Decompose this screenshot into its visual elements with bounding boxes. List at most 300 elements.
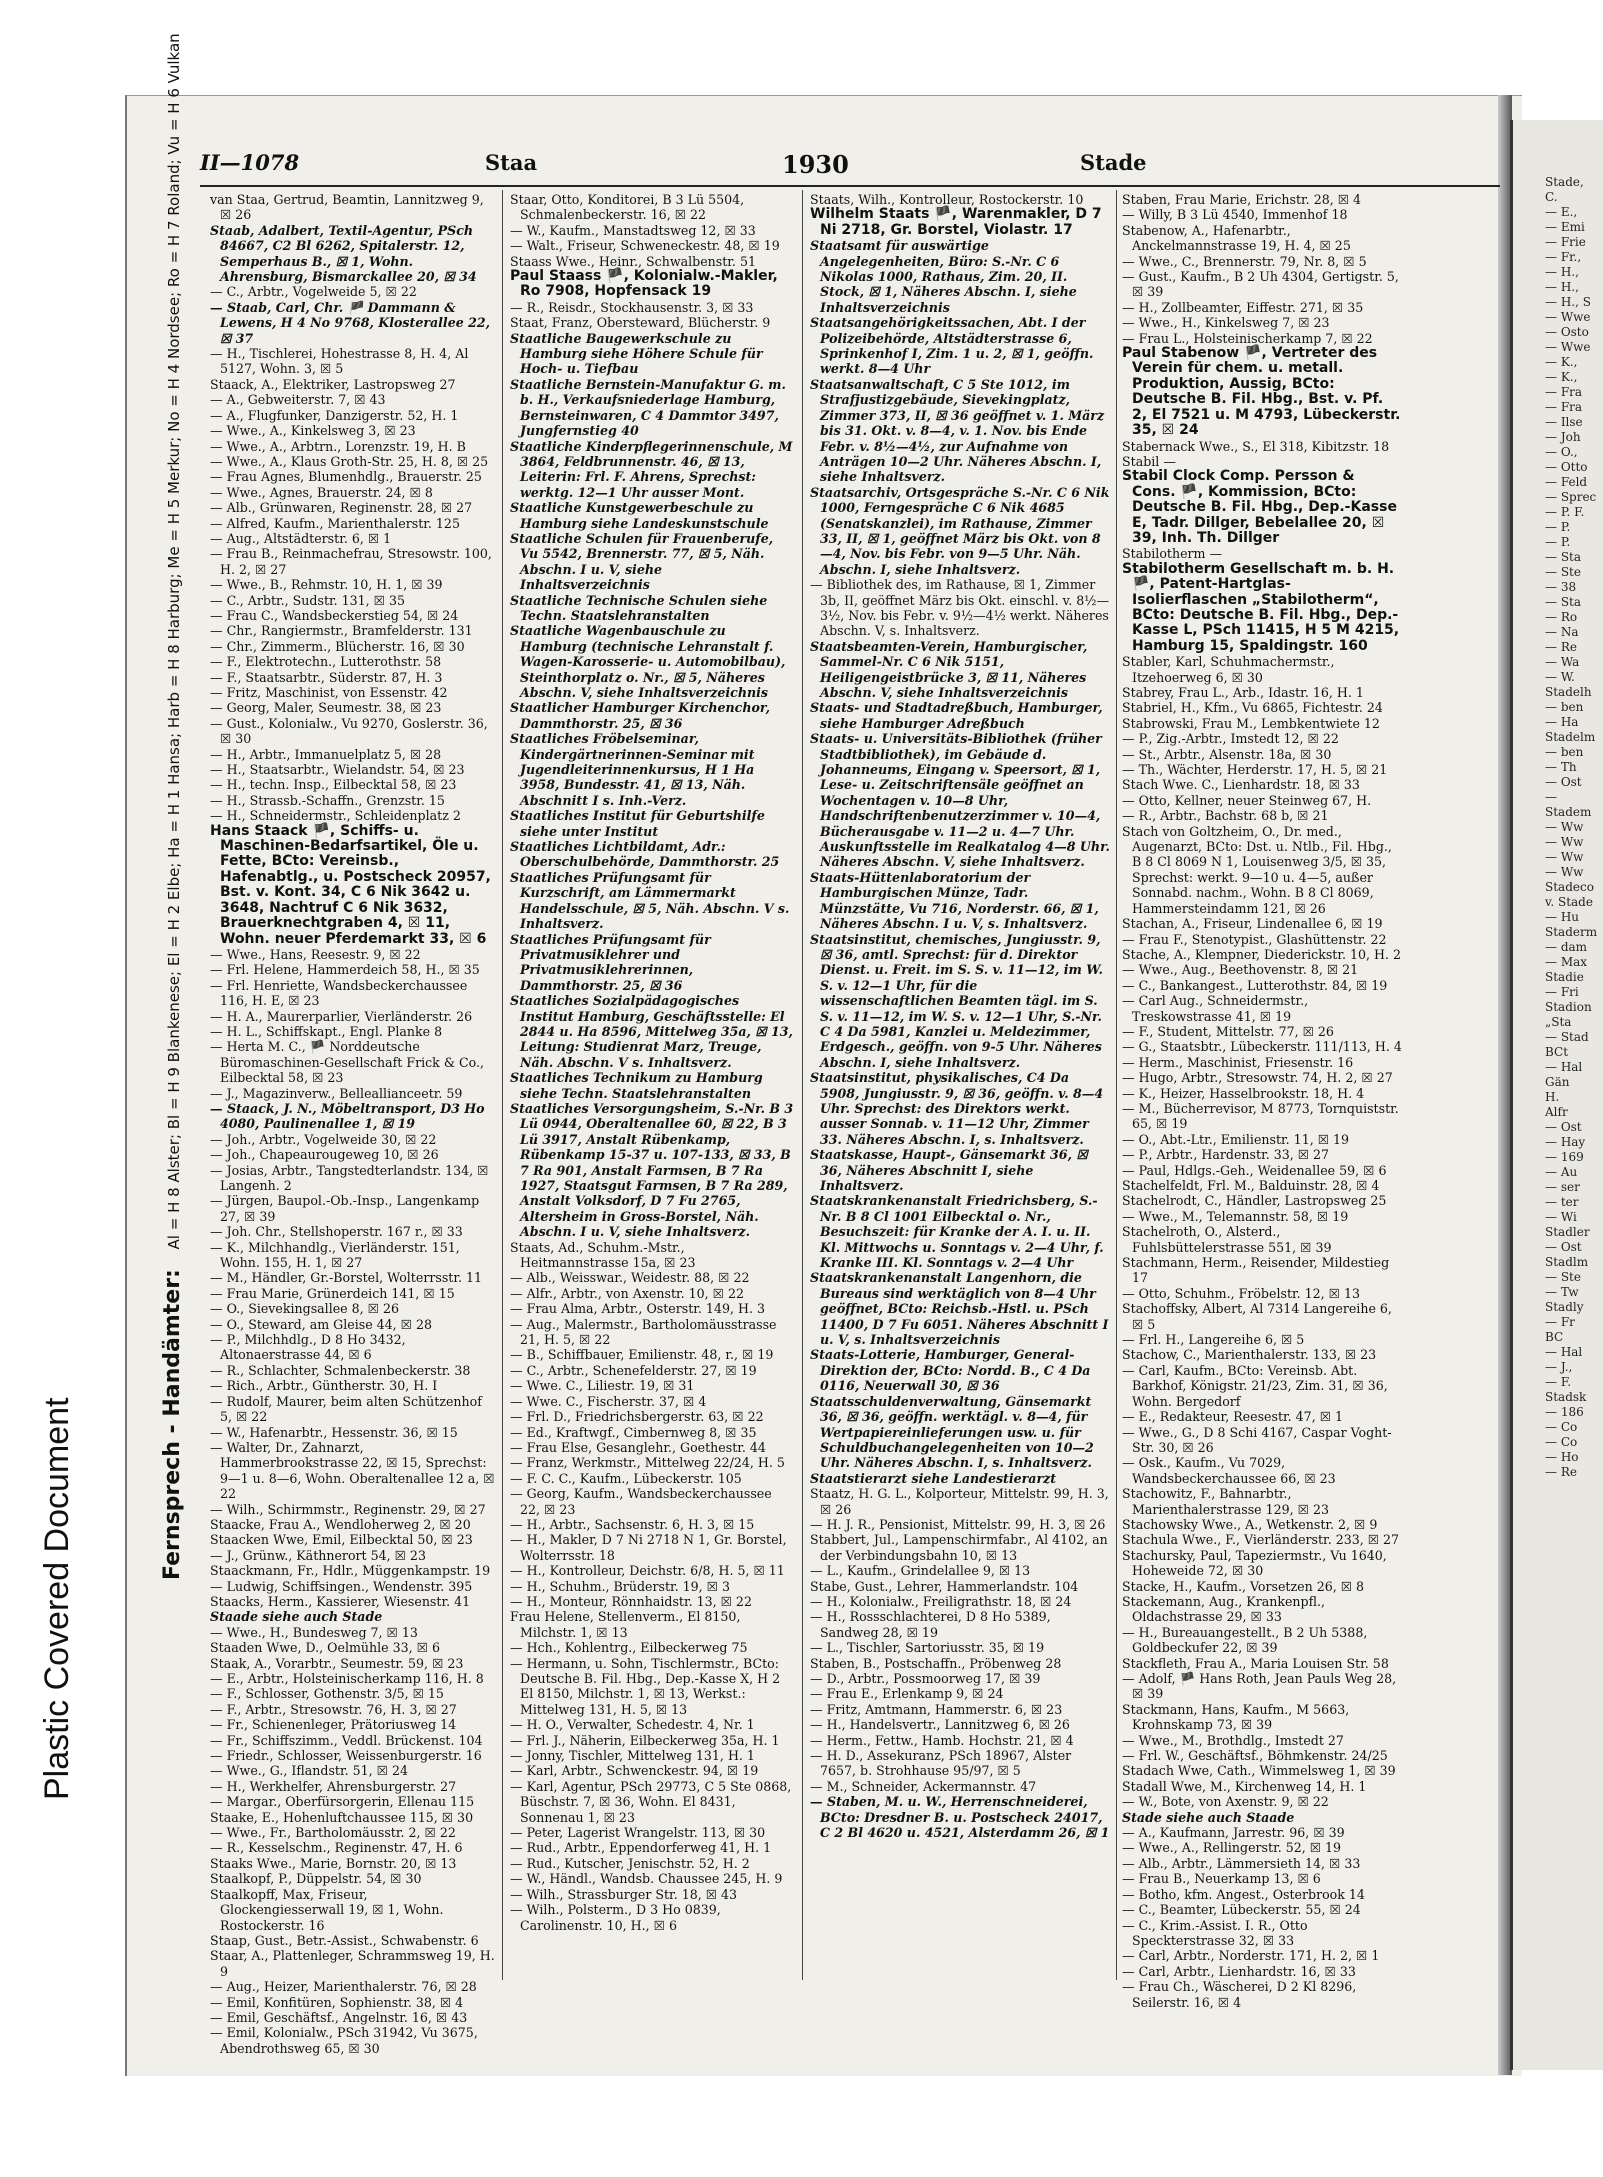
opposite-page-line: — Ilse xyxy=(1545,415,1583,429)
directory-entry: Staatsamt für auswärtige Angelegenheiten, Büro: S.-Nr. C 6 Nikolas 1000, Rathaus, Zim. 20, II. Stock, ☒ 1, Näheres Abschn. I, siehe Inhaltsverzeichnis xyxy=(810,238,1077,315)
directory-entry: — M., Händler, Gr.-Borstel, Wolterrsstr. 11 xyxy=(210,1270,483,1286)
directory-entry: — Wwe., H., Kinkelsweg 7, ☒ 23 xyxy=(1122,315,1330,331)
column-separator xyxy=(802,190,803,1980)
directory-entry: — Fr., Schiffszimm., Veddl. Brückenst. 104 xyxy=(210,1732,483,1748)
opposite-page-line: H. xyxy=(1545,1090,1560,1104)
directory-entry: — Emil, Kolonialw., PSch 31942, Vu 3675, Abendrothsweg 65, ☒ 30 xyxy=(210,2025,478,2056)
directory-entry: — Rud., Arbtr., Eppendorferweg 41, H. 1 xyxy=(510,1840,772,1856)
directory-entry: — F., Schlosser, Gothenstr. 3/5, ☒ 15 xyxy=(210,1686,444,1702)
directory-entry: Stackemann, Aug., Krankenpfl., Oldachstrasse 29, ☒ 33 xyxy=(1122,1593,1326,1625)
directory-entry: — Osk., Kaufm., Vu 7029, Wandsbeckerchaussee 66, ☒ 23 xyxy=(1122,1455,1336,1486)
directory-entry: Staben, B., Postschaffn., Pröbenweg 28 xyxy=(810,1655,1062,1671)
directory-entry: — J., Magazinverw., Belleallianceetr. 59 xyxy=(210,1085,463,1101)
directory-entry: — Carl, Arbtr., Norderstr. 171, H. 2, ☒ 1 xyxy=(1122,1948,1380,1964)
opposite-page-line: — K., xyxy=(1545,355,1578,369)
directory-entry: — Karl, Arbtr., Schwenckestr. 94, ☒ 19 xyxy=(510,1763,759,1779)
directory-entry: — St., Arbtr., Alsenstr. 18a, ☒ 30 xyxy=(1122,746,1332,762)
directory-entry: Staat, Franz, Obersteward, Blücherstr. 9 xyxy=(510,315,771,331)
directory-entry: — Bibliothek des, im Rathause, ☒ 1, Zimmer 3b, II, geöffnet März bis Okt. einschl. v. 8½—3½, Nov. bis Febr. v. 9½—4½ werkt. Näheres Abschn. V, s. Inhaltsverz. xyxy=(810,577,1110,639)
directory-entry: Staats- und Stadtadreßbuch, Hamburger, siehe Hamburger Adreßbuch xyxy=(810,700,1103,731)
opposite-page-line: Alfr xyxy=(1545,1105,1568,1119)
directory-entry: — Karl, Agentur, PSch 29773, C 5 Ste 0868, Büschstr. 7, ☒ 36, Wohn. El 8431, Sonnenau 1, ☒ 23 xyxy=(510,1778,792,1825)
directory-entry: — L., Kaufm., Grindelallee 9, ☒ 13 xyxy=(810,1563,1031,1579)
directory-entry: Staatliche Baugewerkschule zu Hamburg siehe Höhere Schule für Hoch- u. Tiefbau xyxy=(510,330,763,377)
opposite-page-line: — Ro xyxy=(1545,610,1578,624)
opposite-page-line: — P. F. xyxy=(1545,505,1585,519)
directory-entry: — C., Bankangest., Lutterothstr. 84, ☒ 19 xyxy=(1122,977,1388,993)
opposite-page-line: — Ww xyxy=(1545,850,1584,864)
directory-entry: Staap, Gust., Betr.-Assist., Schwabenstr. 6 xyxy=(210,1932,479,1948)
opposite-page-line: — Joh xyxy=(1545,430,1581,444)
fernsprech-legend xyxy=(160,33,185,1580)
header-right-word: Stade xyxy=(1080,150,1147,175)
column-separator xyxy=(502,190,503,1980)
directory-entry: Staatskrankenanstalt Langenhorn, die Bureaus sind werktäglich von 8—4 Uhr geöffnet, BCto: Reichsb.-Hstl. u. PSch 11400, D 7 Fu 6051. Näheres Abschnitt I u. V, s. Inhaltsverzeichnis xyxy=(810,1270,1109,1348)
opposite-page-line: — 169 xyxy=(1545,1150,1584,1164)
opposite-page-line: — F. xyxy=(1545,1375,1572,1389)
opposite-page-fragments xyxy=(1545,175,1600,2025)
directory-entry: Staatliches Versorgungsheim, S.-Nr. B 3 Lü 0944, Oberaltenallee 60, ☒ 22, B 3 Lü 3917, Anstalt Rübenkamp, Rübenkamp 15-37 u. 107-133, ☒ 33, B 7 Ra 901, Anstalt Farmsen, B 7 Ra 1927, Staatsgut Farmsen, B 7 Ra 289, Anstalt Volksdorf, D 7 Fu 2765, Altersheim in Gross-Borstel, Näh. Abschn. I u. V, siehe Inhaltsverz. xyxy=(510,1100,794,1240)
directory-entry: — Wwe., H., Bundesweg 7, ☒ 13 xyxy=(210,1624,418,1640)
opposite-page-line: Stadelm xyxy=(1545,730,1596,744)
directory-entry: — H., Werkhelfer, Ahrensburgerstr. 27 xyxy=(210,1778,457,1794)
directory-entry: — Wilh., Schirmmstr., Reginenstr. 29, ☒ 27 xyxy=(210,1501,486,1517)
directory-entry: Stachula Wwe., F., Vierländerstr. 233, ☒ 27 xyxy=(1122,1532,1400,1548)
directory-entry: — Paul, Hdlgs.-Geh., Weidenallee 59, ☒ 6 xyxy=(1122,1162,1387,1178)
directory-entry: Staacks, Herm., Kassierer, Wiesenstr. 41 xyxy=(210,1593,471,1609)
opposite-page-line: — Wi xyxy=(1545,1210,1577,1224)
opposite-page-line: Stadlm xyxy=(1545,1255,1589,1269)
directory-entry: — H. A., Maurerparlier, Vierländerstr. 26 xyxy=(210,1008,473,1024)
directory-entry: — Josias, Arbtr., Tangstedterlandstr. 134, ☒ Langenh. 2 xyxy=(210,1162,489,1193)
directory-entry: Stabler, Karl, Schuhmachermstr., Itzehoerweg 6, ☒ 30 xyxy=(1122,654,1335,685)
directory-entry: — H., Bureauangestellt., B 2 Uh 5388, Goldbeckufer 22, ☒ 39 xyxy=(1122,1624,1368,1656)
directory-entry: — Gust., Kolonialw., Vu 9270, Goslerstr. 36, ☒ 30 xyxy=(210,715,488,747)
opposite-page-line: — Feld xyxy=(1545,475,1588,489)
directory-entry: — Staab, Carl, Chr. 🏴 Dammann & Lewens, H 4 No 9768, Klosterallee 22, ☒ 37 xyxy=(210,299,491,346)
directory-entry: Staab, Adalbert, Textil-Agentur, PSch 84667, C2 Bl 6262, Spitalerstr. 12, Semperhaus B., ☒ 1, Wohn. Ahrensburg, Bismarckallee 20, ☒ 34 xyxy=(210,222,477,285)
directory-entry: — H., Schuhm., Brüderstr. 19, ☒ 3 xyxy=(510,1578,730,1594)
directory-entry: — H. J. R., Pensionist, Mittelstr. 99, H. 3, ☒ 26 xyxy=(810,1516,1106,1532)
directory-entry: Staatlicher Hamburger Kirchenchor, Dammthorstr. 25, ☒ 36 xyxy=(510,700,770,731)
directory-entry: — Frau Ch., Wäscherei, D 2 Kl 8296, Seilerstr. 16, ☒ 4 xyxy=(1122,1979,1357,2010)
directory-entry: — Staack, J. N., Möbeltransport, D3 Ho 4080, Paulinenallee 1, ☒ 19 xyxy=(210,1100,485,1132)
directory-entry: — Walter, Dr., Zahnarzt, Hammerbrookstrasse 22, ☒ 15, Sprechst: 9—1 u. 8—6, Wohn. Oberaltenallee 12 a, ☒ 22 xyxy=(210,1439,495,1502)
opposite-page-line: — Re xyxy=(1545,1465,1577,1479)
directory-entry: — Adolf, 🏴 Hans Roth, Jean Pauls Weg 28, ☒ 39 xyxy=(1122,1671,1397,1702)
directory-entry: — Frau B., Reinmachefrau, Stresowstr. 100, H. 2, ☒ 27 xyxy=(210,546,492,577)
directory-entry: Staaden Wwe, D., Oelmühle 33, ☒ 6 xyxy=(210,1640,440,1656)
opposite-page-line: — Fr., xyxy=(1545,250,1582,264)
directory-entry: Stackmann, Hans, Kaufm., M 5663, Krohnskamp 73, ☒ 39 xyxy=(1122,1701,1350,1733)
directory-entry: — Chr., Zimmerm., Blücherstr. 16, ☒ 30 xyxy=(210,638,465,654)
directory-entry: — O., Abt.-Ltr., Emilienstr. 11, ☒ 19 xyxy=(1122,1131,1350,1147)
directory-entry: Staatliches Prüfungsamt für Privatmusiklehrer und Privatmusiklehrerinnen, Dammthorstr. 25, ☒ 36 xyxy=(510,931,711,993)
opposite-page-line: — K., xyxy=(1545,370,1578,384)
column-1 xyxy=(210,192,495,2056)
directory-entry: — H. D., Assekuranz, PSch 18967, Alster 7657, b. Strohhause 95/97, ☒ 5 xyxy=(810,1748,1072,1779)
directory-entry: — Aug., Heizer, Marienthalerstr. 76, ☒ 28 xyxy=(210,1979,477,1995)
header-rule xyxy=(200,185,1500,187)
directory-entry: — Jürgen, Baupol.-Ob.-Insp., Langenkamp 27, ☒ 39 xyxy=(210,1193,480,1224)
directory-entry: Stabe, Gust., Lehrer, Hammerlandstr. 104 xyxy=(810,1578,1079,1594)
directory-entry: Stabrowski, Frau M., Lembkentwiete 12 xyxy=(1122,715,1380,731)
directory-entry: — Fritz, Maschinist, von Essenstr. 42 xyxy=(210,685,448,700)
directory-entry: — W., Hafenarbtr., Hessenstr. 36, ☒ 15 xyxy=(210,1424,458,1440)
directory-entry: Staacken Wwe, Emil, Eilbecktal 50, ☒ 23 xyxy=(210,1532,473,1548)
opposite-page-line: — Ste xyxy=(1545,565,1581,579)
directory-entry: Stachmann, Herm., Reisender, Mildestieg 17 xyxy=(1122,1255,1390,1286)
directory-entry: Staaks Wwe., Marie, Bornstr. 20, ☒ 13 xyxy=(210,1855,457,1871)
opposite-page-line: — Fri xyxy=(1545,985,1579,999)
directory-entry: Frau Helene, Stellenverm., El 8150, Milchstr. 1, ☒ 13 xyxy=(510,1609,741,1640)
directory-entry: Staass Wwe., Heinr., Schwalbenstr. 51 xyxy=(510,253,756,269)
directory-entry: — Joh. Chr., Stellshoperstr. 167 r., ☒ 33 xyxy=(210,1224,463,1240)
directory-entry: — Ed., Kraftwgf., Cimbernweg 8, ☒ 35 xyxy=(510,1424,757,1440)
directory-entry: Staatz, H. G. L., Kolporteur, Mittelstr. 99, H. 3, ☒ 26 xyxy=(810,1486,1109,1517)
opposite-page-line: BCt xyxy=(1545,1045,1569,1059)
opposite-page-line: — Otto xyxy=(1545,460,1588,474)
directory-entry: — Jonny, Tischler, Mittelweg 131, H. 1 xyxy=(510,1748,755,1764)
directory-entry: — Frl. H., Langereihe 6, ☒ 5 xyxy=(1122,1332,1305,1348)
opposite-page-line: — H., xyxy=(1545,280,1579,294)
opposite-page-line: — Sprec xyxy=(1545,490,1597,504)
directory-entry: — Wwe. C., Fischerstr. 37, ☒ 4 xyxy=(510,1393,707,1409)
directory-entry: — Frl. D., Friedrichsbergerstr. 63, ☒ 22 xyxy=(510,1409,764,1425)
directory-entry: — Otto, Kellner, neuer Steinweg 67, H. xyxy=(1122,792,1372,808)
directory-entry: — H., Kolonialw., Freiligrathstr. 18, ☒ 24 xyxy=(810,1593,1072,1609)
directory-entry: — O., Sievekingsallee 8, ☒ 26 xyxy=(210,1301,399,1317)
opposite-page-line: — Co xyxy=(1545,1435,1578,1449)
directory-entry: Staats-Hüttenlaboratorium der Hamburgischen Münze, Tadr. Münzstätte, Vu 716, Norderstr. 66, ☒ 1, Näheres Abschn. I u. V, s. Inhaltsverz. xyxy=(810,869,1099,932)
opposite-page-line: — Ost xyxy=(1545,1120,1582,1134)
directory-entry: — Carl, Kaufm., BCto: Vereinsb. Abt. Barkhof, Königstr. 21/23, Zim. 31, ☒ 36, Wohn. Bergedorf xyxy=(1122,1362,1388,1409)
directory-entry: Stache, A., Klempner, Diederickstr. 10, H. 2 xyxy=(1122,946,1402,962)
directory-entry: Staatskrankenanstalt Friedrichsberg, S.-Nr. B 8 Cl 1001 Eilbecktal o. Nr., Besuchszeit: für Kranke der A. I. u. II. Kl. Mittwochs u. Sonntags v. 2—4 Uhr, f. Kranke III. Kl. Sonntags v. 2—4 Uhr xyxy=(810,1193,1104,1271)
directory-entry: — Aug., Altstädterstr. 6, ☒ 1 xyxy=(210,530,392,546)
directory-entry: — Wilh., Strassburger Str. 18, ☒ 43 xyxy=(510,1886,738,1902)
directory-entry: Staatsangehörigkeitssachen, Abt. I der Polizeibehörde, Altstädterstrasse 6, Sprinkenhof I, Zim. 1 u. 2, ☒ 1, geöffn. werkt. 8—4 Uhr xyxy=(810,315,1094,377)
directory-entry: — P., Arbtr., Hardenstr. 33, ☒ 27 xyxy=(1122,1147,1330,1163)
directory-entry: — H., Zollbeamter, Eiffestr. 271, ☒ 35 xyxy=(1122,299,1364,315)
directory-entry: — Wwe., A., Rellingerstr. 52, ☒ 19 xyxy=(1122,1840,1342,1856)
directory-entry: — R., Kesselschm., Reginenstr. 47, H. 6 xyxy=(210,1840,463,1856)
directory-entry: — Wwe., C., Brennerstr. 79, Nr. 8, ☒ 5 xyxy=(1122,253,1367,269)
directory-entry: — K., Heizer, Hasselbrookstr. 18, H. 4 xyxy=(1122,1085,1365,1101)
directory-entry: Staben, Frau Marie, Erichstr. 28, ☒ 4 xyxy=(1122,192,1362,207)
directory-entry: — H., Staatsarbtr., Wielandstr. 54, ☒ 23 xyxy=(210,762,465,778)
directory-entry: — Frau E., Erlenkamp 9, ☒ 24 xyxy=(810,1686,1004,1702)
directory-entry: — K., Milchhandlg., Vierländerstr. 151, Wohn. 155, H. 1, ☒ 27 xyxy=(210,1239,460,1271)
directory-entry: Stackfleth, Frau A., Maria Louisen Str. 58 xyxy=(1122,1655,1389,1671)
opposite-page-line: — 38 xyxy=(1545,580,1577,594)
directory-entry: Stach von Goltzheim, O., Dr. med., Augenarzt, BCto: Dst. u. Ntlb., Fil. Hbg., B 8 Cl 8069 N 1, Louisenweg 3/5, ☒ 35, Sprechst: werkt. 9—10 u. 4—5, außer Sonnabd. nachm., Wohn. B 8 Cl 8069, Hammersteindamm 121, ☒ 26 xyxy=(1122,823,1392,916)
directory-entry: — H., Kontrolleur, Deichstr. 6/8, H. 5, ☒ 11 xyxy=(510,1563,785,1579)
directory-entry: — Hermann, u. Sohn, Tischlermstr., BCto: Deutsche B. Fil. Hbg., Dep.-Kasse X, H 2 El 8150, Milchstr. 1, ☒ 13, Werkst.: Mittelweg 131, H. 5, ☒ 13 xyxy=(510,1655,781,1717)
directory-entry: — Friedr., Schlosser, Weissenburgerstr. 16 xyxy=(210,1748,482,1764)
opposite-page-line: Staderm xyxy=(1545,925,1598,939)
opposite-page-line: — 186 xyxy=(1545,1405,1584,1419)
opposite-page-line: — dam xyxy=(1545,940,1588,954)
opposite-page-line: — Ww xyxy=(1545,820,1584,834)
directory-entry: Staatliches Technikum zu Hamburg siehe Techn. Staatslehranstalten xyxy=(510,1070,763,1101)
directory-entry: — Alfred, Kaufm., Marienthalerstr. 125 xyxy=(210,515,460,531)
directory-entry: — Wwe., A., Kinkelsweg 3, ☒ 23 xyxy=(210,423,416,439)
directory-entry: — F., Student, Mittelstr. 77, ☒ 26 xyxy=(1122,1023,1334,1039)
directory-entry: — A., Gebweiterstr. 7, ☒ 43 xyxy=(210,392,386,408)
directory-entry: Staatliche Kunstgewerbeschule zu Hamburg siehe Landeskunstschule xyxy=(510,500,769,531)
directory-entry: — Herta M. C., 🏴 Norddeutsche Büromaschinen-Gesellschaft Frick & Co., Eilbecktal 58, ☒ 23 xyxy=(210,1039,485,1086)
directory-entry: Staatliche Bernstein-Manufaktur G. m. b. H., Verkaufsniederlage Hamburg, Bernsteinwaren, C 4 Dammtor 3497, Jungfernstieg 40 xyxy=(510,376,786,439)
directory-entry: — H., Arbtr., Immanuelplatz 5, ☒ 28 xyxy=(210,746,442,762)
opposite-page-line: — Hay xyxy=(1545,1135,1586,1149)
directory-entry: — Wwe., Aug., Beethovenstr. 8, ☒ 21 xyxy=(1122,962,1359,978)
directory-entry: — H., Rossschlachterei, D 8 Ho 5389, Sandweg 28, ☒ 19 xyxy=(810,1609,1051,1640)
directory-entry: — Frl. J., Näherin, Eilbeckerweg 35a, H. 1 xyxy=(510,1732,780,1748)
opposite-page-line: — Fr xyxy=(1545,1315,1575,1329)
directory-entry: van Staa, Gertrud, Beamtin, Lannitzweg 9, ☒ 26 xyxy=(210,192,484,223)
directory-entry: — Botho, kfm. Angest., Osterbrook 14 xyxy=(1122,1886,1365,1902)
directory-entry: — Wwe., A., Klaus Groth-Str. 25, H. 8, ☒ 25 xyxy=(210,453,489,469)
directory-entry: Staatsinstitut, physikalisches, C4 Da 5908, Jungiusstr. 9, ☒ 36, geöffn. v. 8—4 Uhr. Sprechst: des Direktors werkt. ausser Sonnab. v. 11—12 Uhr, Zimmer 33. Näheres Abschn. I, s. Inhaltsverz. xyxy=(810,1070,1104,1147)
opposite-page-line: — Ost xyxy=(1545,1240,1582,1254)
column-2 xyxy=(510,192,795,1982)
opposite-page-line: Stadeco xyxy=(1545,880,1594,894)
opposite-page-line: — Na xyxy=(1545,625,1579,639)
directory-entry: — Wwe., A., Arbtrn., Lorenzstr. 19, H. B xyxy=(210,438,466,454)
directory-entry: — L., Tischler, Sartoriusstr. 35, ☒ 19 xyxy=(810,1640,1045,1656)
directory-entry: Staar, A., Plattenleger, Schrammsweg 19, H. 9 xyxy=(210,1948,495,1979)
opposite-page-line: Stadler xyxy=(1545,1225,1590,1239)
directory-entry: — Willy, B 3 Lü 4540, Immenhof 18 xyxy=(1122,207,1348,223)
directory-entry: — Wwe., B., Rehmstr. 10, H. 1, ☒ 39 xyxy=(210,577,443,593)
directory-entry: — Herm., Maschinist, Friesenstr. 16 xyxy=(1122,1054,1354,1070)
directory-entry: Stach Wwe. C., Lienhardstr. 18, ☒ 33 xyxy=(1122,777,1360,793)
directory-entry: Stadall Wwe, M., Kirchenweg 14, H. 1 xyxy=(1122,1778,1367,1794)
directory-entry: — Joh., Chapeaurougeweg 10, ☒ 26 xyxy=(210,1147,439,1163)
opposite-page-line: Stadie xyxy=(1545,970,1584,984)
directory-entry: Stachelroth, O., Alsterd., Fuhlsbüttelerstrasse 551, ☒ 39 xyxy=(1122,1224,1332,1255)
directory-entry: — M., Schneider, Ackermannstr. 47 xyxy=(810,1778,1037,1794)
opposite-page-line: — W. xyxy=(1545,670,1575,684)
directory-entry: — Otto, Schuhm., Fröbelstr. 12, ☒ 13 xyxy=(1122,1285,1360,1301)
directory-entry: Staak, A., Vorarbtr., Seumestr. 59, ☒ 23 xyxy=(210,1655,464,1671)
directory-entry: Stade siehe auch Staade xyxy=(1122,1809,1295,1825)
directory-entry: — Frl. W., Geschäftsf., Böhmkenstr. 24/25 xyxy=(1122,1748,1388,1764)
directory-entry: — Ludwig, Schiffsingen., Wendenstr. 395 xyxy=(210,1578,473,1594)
opposite-page-line: „Sta xyxy=(1545,1015,1572,1029)
directory-entry: Staatliches Sozialpädagogisches Institut Hamburg, Geschäftsstelle: El 2844 u. Ha 8596, Mittelweg 35a, ☒ 13, Leitung: Studienrat Marz, Treuge, Näh. Abschn. V s. Inhaltsverz. xyxy=(510,993,793,1070)
plastic-covered-stamp: Plastic Covered Document xyxy=(38,1397,76,1800)
directory-entry: — A., Kaufmann, Jarrestr. 96, ☒ 39 xyxy=(1122,1825,1345,1841)
directory-entry: — Wwe., G., D 8 Schi 4167, Caspar Voght-Str. 30, ☒ 26 xyxy=(1122,1424,1392,1455)
directory-entry: — Emil, Konfitüren, Sophienstr. 38, ☒ 4 xyxy=(210,1994,464,2010)
directory-entry: Stabilotherm — xyxy=(1122,546,1223,562)
opposite-page-line: — Ha xyxy=(1545,715,1579,729)
opposite-page-line: — Hal xyxy=(1545,1060,1583,1074)
directory-entry: Staar, Otto, Konditorei, B 3 Lü 5504, Schmalenbeckerstr. 16, ☒ 22 xyxy=(510,192,745,223)
column-4 xyxy=(1122,192,1402,2010)
column-separator xyxy=(1116,190,1117,1980)
page-header xyxy=(200,150,1500,182)
opposite-page-line: — H., xyxy=(1545,265,1579,279)
directory-entry: — Fritz, Amtmann, Hammerstr. 6, ☒ 23 xyxy=(810,1701,1063,1717)
opposite-page-line: — Re xyxy=(1545,640,1577,654)
directory-entry: — Margar., Oberfürsorgerin, Ellenau 115 xyxy=(210,1794,475,1810)
directory-entry: — Fr., Schienenleger, Prätoriusweg 14 xyxy=(210,1717,457,1733)
directory-entry: — Georg, Maler, Seumestr. 38, ☒ 23 xyxy=(210,700,442,716)
directory-entry: Staatsbeamten-Verein, Hamburgischer, Sammel-Nr. C 6 Nik 5151, Heiligengeistbrücke 3, ☒ 11, Näheres Abschn. V, siehe Inhaltsverzeichnis xyxy=(810,638,1088,700)
directory-entry: — C., Arbtr., Sudstr. 131, ☒ 35 xyxy=(210,592,406,608)
opposite-page-line: BC xyxy=(1545,1330,1564,1344)
opposite-page-line: Stadly xyxy=(1545,1300,1584,1314)
directory-entry: Paul Staass 🏴, Kolonialw.-Makler, Ro 7908, Hopfensack 19 xyxy=(510,268,778,300)
opposite-page-line: — Tw xyxy=(1545,1285,1579,1299)
directory-entry: Stachowsky Wwe., A., Wetkenstr. 2, ☒ 9 xyxy=(1122,1516,1378,1532)
directory-entry: — Aug., Malermstr., Bartholomäusstrasse 21, H. 5, ☒ 22 xyxy=(510,1316,777,1348)
directory-entry: Paul Stabenow 🏴, Vertreter des Verein für chem. u. metall. Produktion, Aussig, BCto: Deutsche B. Fil. Hbg., Bst. v. Pf. 2, El 7521 u. M 4793, Lübeckerstr. 35, ☒ 24 xyxy=(1122,345,1401,439)
directory-entry: — P., Zig.-Arbtr., Imstedt 12, ☒ 22 xyxy=(1122,731,1339,747)
opposite-page-line: — Au xyxy=(1545,1165,1578,1179)
directory-entry: — Wwe., Hans, Reesestr. 9, ☒ 22 xyxy=(210,946,421,962)
directory-entry: — Joh., Arbtr., Vogelweide 30, ☒ 22 xyxy=(210,1131,437,1147)
directory-entry: — F., Arbtr., Stresowstr. 76, H. 3, ☒ 27 xyxy=(210,1701,457,1717)
directory-entry: Staatliches Fröbelseminar, Kindergärtnerinnen-Seminar mit Jugendleiterinnenkursus, H 1 Ha 3958, Bundesstr. 41, ☒ 13, Näh. Abschnitt I s. Inh.-Verz. xyxy=(510,731,755,808)
directory-entry: Staacke, Frau A., Wendloherweg 2, ☒ 20 xyxy=(210,1516,471,1532)
directory-entry: Staalkopff, Max, Friseur, Glockengiesserwall 19, ☒ 1, Wohn. Rostockerstr. 16 xyxy=(210,1886,444,1933)
directory-entry: — W., Kaufm., Manstadtsweg 12, ☒ 33 xyxy=(510,222,756,238)
opposite-page-line: — Hal xyxy=(1545,1345,1583,1359)
directory-entry: Staatliches Prüfungsamt für Kurzschrift, am Lämmermarkt Handelsschule, ☒ 5, Näh. Abschn. V s. Inhaltsverz. xyxy=(510,869,790,932)
directory-entry: — C., Arbtr., Schenefelderstr. 27, ☒ 19 xyxy=(510,1362,757,1378)
directory-entry: — H., Strassb.-Schaffn., Grenzstr. 15 xyxy=(210,792,445,808)
opposite-page-line: Stadion xyxy=(1545,1000,1592,1014)
directory-entry: — Frau F., Stenotypist., Glashüttenstr. 22 xyxy=(1122,931,1387,947)
opposite-page-line: — ser xyxy=(1545,1180,1580,1194)
directory-entry: Stabernack Wwe., S., El 318, Kibitzstr. 18 xyxy=(1122,438,1390,454)
directory-entry: — H., Tischlerei, Hohestrasse 8, H. 4, Al 5127, Wohn. 3, ☒ 5 xyxy=(210,346,469,377)
directory-entry: — E., Redakteur, Reesestr. 47, ☒ 1 xyxy=(1122,1409,1344,1425)
opposite-page-line: — Ww xyxy=(1545,865,1584,879)
directory-entry: — Alfr., Arbtr., von Axenstr. 10, ☒ 22 xyxy=(510,1285,744,1301)
directory-entry: Stabil Clock Comp. Persson & Cons. 🏴, Kommission, BCto: Deutsche B. Fil. Hbg., Dep.-Kasse E, Tadr. Dillger, Bebelallee 20, ☒ 39, Inh. Th. Dillger xyxy=(1122,468,1397,546)
directory-entry: Staatliches Institut für Geburtshilfe siehe unter Institut xyxy=(510,808,765,839)
page-number: II—1078 xyxy=(200,150,300,175)
opposite-page-line: — Ww xyxy=(1545,835,1584,849)
directory-entry: Stachelrodt, C., Händler, Lastropsweg 25 xyxy=(1122,1193,1387,1209)
directory-entry: Staatsschuldenverwaltung, Gänsemarkt 36, ☒ 36, geöffn. werktägl. v. 8—4, für Wertpapiereinlieferungen usw. u. für Schuldbuchangelegenheiten von 10—2 Uhr. Näheres Abschn. I, s. Inhaltsverz. xyxy=(810,1393,1094,1471)
directory-entry: Hans Staack 🏴, Schiffs- u. Maschinen-Bedarfsartikel, Öle u. Fette, BCto: Vereinsb., Hafenabtlg., u. Postscheck 20957, Bst. v. Kont. 34, C 6 Nik 3642 u. 3648, Nachtruf C 6 Nik 3632, Brauerknechtgraben 4, ☒ 11, Wohn. neuer Pferdemarkt 33, ☒ 6 xyxy=(210,822,491,947)
opposite-page-line: — Ho xyxy=(1545,1450,1579,1464)
opposite-page-line: — ben xyxy=(1545,745,1584,759)
directory-entry: — Th., Wächter, Herderstr. 17, H. 5, ☒ 21 xyxy=(1122,762,1388,778)
directory-entry: — Staben, M. u. W., Herrenschneiderei, BCto: Dresdner B. u. Postscheck 24017, C 2 Bl 4620 u. 4521, Alsterdamm 26, ☒ 1 xyxy=(810,1794,1110,1841)
directory-entry: — Chr., Rangiermstr., Bramfelderstr. 131 xyxy=(210,623,473,639)
directory-entry: — W., Bote, von Axenstr. 9, ☒ 22 xyxy=(1122,1794,1329,1810)
directory-entry: Stabilotherm Gesellschaft m. b. H. 🏴, Patent-Hartglas-Isolierflaschen „Stabilotherm“, BCto: Deutsche B. Fil. Hbg., Dep.-Kasse L, PSch 11415, H 5 M 4215, Hamburg 15, Spaldingstr. 160 xyxy=(1122,560,1400,654)
directory-entry: — H., Schneidermstr., Schleidenplatz 2 xyxy=(210,808,461,824)
directory-entry: Staake, E., Hohenluftchaussee 115, ☒ 30 xyxy=(210,1809,474,1825)
directory-entry: — Hch., Kohlentrg., Eilbeckerweg 75 xyxy=(510,1640,748,1656)
directory-entry: — Wwe., M., Brothdlg., Imstedt 27 xyxy=(1122,1732,1344,1748)
directory-entry: — H. O., Verwalter, Schedestr. 4, Nr. 1 xyxy=(510,1717,755,1733)
opposite-page-line: Stadsk xyxy=(1545,1390,1587,1404)
opposite-page-line: — Wwe xyxy=(1545,310,1591,324)
fernsprech-label: Fernsprech - Handämter: xyxy=(160,1269,185,1580)
opposite-page-line: — Emi xyxy=(1545,220,1585,234)
directory-entry: — J., Grünw., Käthnerort 54, ☒ 23 xyxy=(210,1547,426,1563)
opposite-page-line: — Ste xyxy=(1545,1270,1581,1284)
directory-entry: Stadach Wwe, Cath., Wimmelsweg 1, ☒ 39 xyxy=(1122,1763,1396,1779)
directory-entry: Staatskasse, Haupt-, Gänsemarkt 36, ☒ 36, Näheres Abschnitt I, siehe Inhaltsverz. xyxy=(810,1147,1088,1193)
directory-entry: — Alb., Grünwaren, Reginenstr. 28, ☒ 27 xyxy=(210,500,473,516)
directory-entry: Wilhelm Staats 🏴, Warenmakler, D 7 Ni 2718, Gr. Borstel, Violastr. 17 xyxy=(810,206,1102,238)
opposite-page-line: — Hu xyxy=(1545,910,1580,924)
directory-entry: — Peter, Lagerist Wrangelstr. 113, ☒ 30 xyxy=(510,1825,766,1841)
directory-entry: — R., Reisdr., Stockhausenstr. 3, ☒ 33 xyxy=(510,299,754,315)
opposite-page-line: — Osto xyxy=(1545,325,1589,339)
opposite-page-line: — Stad xyxy=(1545,1030,1589,1044)
directory-entry: — H., Makler, D 7 Ni 2718 N 1, Gr. Borstel, Wolterrsstr. 18 xyxy=(510,1532,787,1563)
directory-entry: — G., Staatsbtr., Lübeckerstr. 111/113, H. 4 xyxy=(1122,1039,1402,1055)
directory-entry: Stacke, H., Kaufm., Vorsetzen 26, ☒ 8 xyxy=(1122,1578,1365,1594)
directory-entry: — F., Staatsarbtr., Süderstr. 87, H. 3 xyxy=(210,669,443,685)
opposite-page-line: — P. xyxy=(1545,520,1571,534)
directory-entry: Staats-Lotterie, Hamburger, General-Direktion der, BCto: Nordd. B., C 4 Da 0116, Neuerwall 30, ☒ 36 xyxy=(810,1347,1091,1394)
directory-entry: — D., Arbtr., Possmoorweg 17, ☒ 39 xyxy=(810,1671,1041,1686)
directory-entry: Staatliche Wagenbauschule zu Hamburg (technische Lehranstalt f. Wagen-Karosserie- u. Automobilbau), Steinthorplatz o. Nr., ☒ 5, Näheres Abschn. V, siehe Inhaltsverzeichnis xyxy=(510,623,786,700)
directory-entry: — Wwe., G., Iflandstr. 51, ☒ 24 xyxy=(210,1763,408,1779)
directory-entry: — Rudolf, Maurer, beim alten Schützenhof 5, ☒ 22 xyxy=(210,1393,482,1425)
directory-entry: — Frau C., Wandsbeckerstieg 54, ☒ 24 xyxy=(210,607,459,623)
directory-entry: — Herm., Fettw., Hamb. Hochstr. 21, ☒ 4 xyxy=(810,1732,1074,1748)
directory-entry: — Frau Agnes, Blumenhdlg., Brauerstr. 25 xyxy=(210,469,482,485)
opposite-page-line: — ben xyxy=(1545,700,1584,714)
opposite-page-line: — Sta xyxy=(1545,550,1582,564)
directory-entry: Stachelfeldt, Frl. M., Balduinstr. 28, ☒ 4 xyxy=(1122,1178,1380,1193)
directory-entry: — Wwe., Fr., Bartholomäusstr. 2, ☒ 22 xyxy=(210,1825,456,1841)
opposite-page-line: — Stadem xyxy=(1545,790,1592,819)
directory-entry: Staatliches Lichtbildamt, Adr.: Oberschulbehörde, Dammthorstr. 25 xyxy=(510,839,780,870)
opposite-page-line: — Ost xyxy=(1545,775,1582,789)
directory-entry: — Frau B., Neuerkamp 13, ☒ 6 xyxy=(1122,1871,1321,1887)
directory-entry: Stachan, A., Friseur, Lindenallee 6, ☒ 19 xyxy=(1122,916,1383,932)
directory-entry: — H., Monteur, Rönnhaidstr. 13, ☒ 22 xyxy=(510,1593,752,1609)
directory-entry: — Frau Alma, Arbtr., Osterstr. 149, H. 3 xyxy=(510,1301,765,1317)
directory-entry: — F., Elektrotechn., Lutterothstr. 58 xyxy=(210,654,442,670)
directory-entry: — Frau Else, Gesanglehr., Goethestr. 44 xyxy=(510,1439,766,1455)
directory-entry: Stachoffsky, Albert, Al 7314 Langereihe 6, ☒ 5 xyxy=(1122,1301,1392,1332)
opposite-page-line: Gän xyxy=(1545,1075,1570,1089)
directory-entry: Stachursky, Paul, Tapeziermstr., Vu 1640, Hoheweide 72, ☒ 30 xyxy=(1122,1547,1387,1579)
directory-entry: Staats- u. Universitäts-Bibliothek (früher Stadtbibliothek), im Gebäude d. Johanneums, Eingang v. Speersort, ☒ 1, Lese- u. Zeitschriftensäle geöffnet an Wochentagen v. 10—8 Uhr, Handschriftenbenutzerzimmer v. 10—4, Bücherausgabe v. 11—2 u. 4—7 Uhr. Auskunftsstelle im Realkatalog 4—8 Uhr. Näheres Abschn. V, siehe Inhaltsverz. xyxy=(810,731,1110,870)
directory-entry: — Carl Aug., Schneidermstr., Treskowstrasse 41, ☒ 19 xyxy=(1122,993,1309,1024)
fernsprech-detail: Al = H 8 Alster; Bl = H 9 Blankenese; El = H 2 Elbe; Ha = H 1 Hansa; Harb = H 8 Harburg; Me = H 5 Merkur; No = H 4 Nordsee; Ro = H 7 Roland; Vu = H 6 Vulkan xyxy=(165,33,183,1250)
directory-entry: — C., Beamter, Lübeckerstr. 55, ☒ 24 xyxy=(1122,1902,1361,1918)
directory-entry: Stabbert, Jul., Lampenschirmfabr., Al 4102, an der Verbindungsbahn 10, ☒ 13 xyxy=(810,1532,1108,1563)
directory-entry: Staats, Wilh., Kontrolleur, Rostockerstr. 10 xyxy=(810,192,1084,207)
directory-entry: — A., Flugfunker, Danzigerstr. 52, H. 1 xyxy=(210,407,459,423)
directory-entry: — R., Arbtr., Bachstr. 68 b, ☒ 21 xyxy=(1122,808,1329,824)
header-year: 1930 xyxy=(782,150,849,179)
directory-entry: — Alb., Weisswar., Weidestr. 88, ☒ 22 xyxy=(510,1270,750,1286)
directory-entry: — Rud., Kutscher, Jenischstr. 52, H. 2 xyxy=(510,1855,750,1871)
opposite-page-line: — J., xyxy=(1545,1360,1573,1374)
opposite-page-line: — E., xyxy=(1545,205,1578,219)
directory-entry: — W., Händl., Wandsb. Chaussee 245, H. 9 xyxy=(510,1871,783,1887)
header-left-word: Staa xyxy=(485,150,538,175)
directory-entry: Staackmann, Fr., Hdlr., Müggenkampstr. 19 xyxy=(210,1563,491,1579)
